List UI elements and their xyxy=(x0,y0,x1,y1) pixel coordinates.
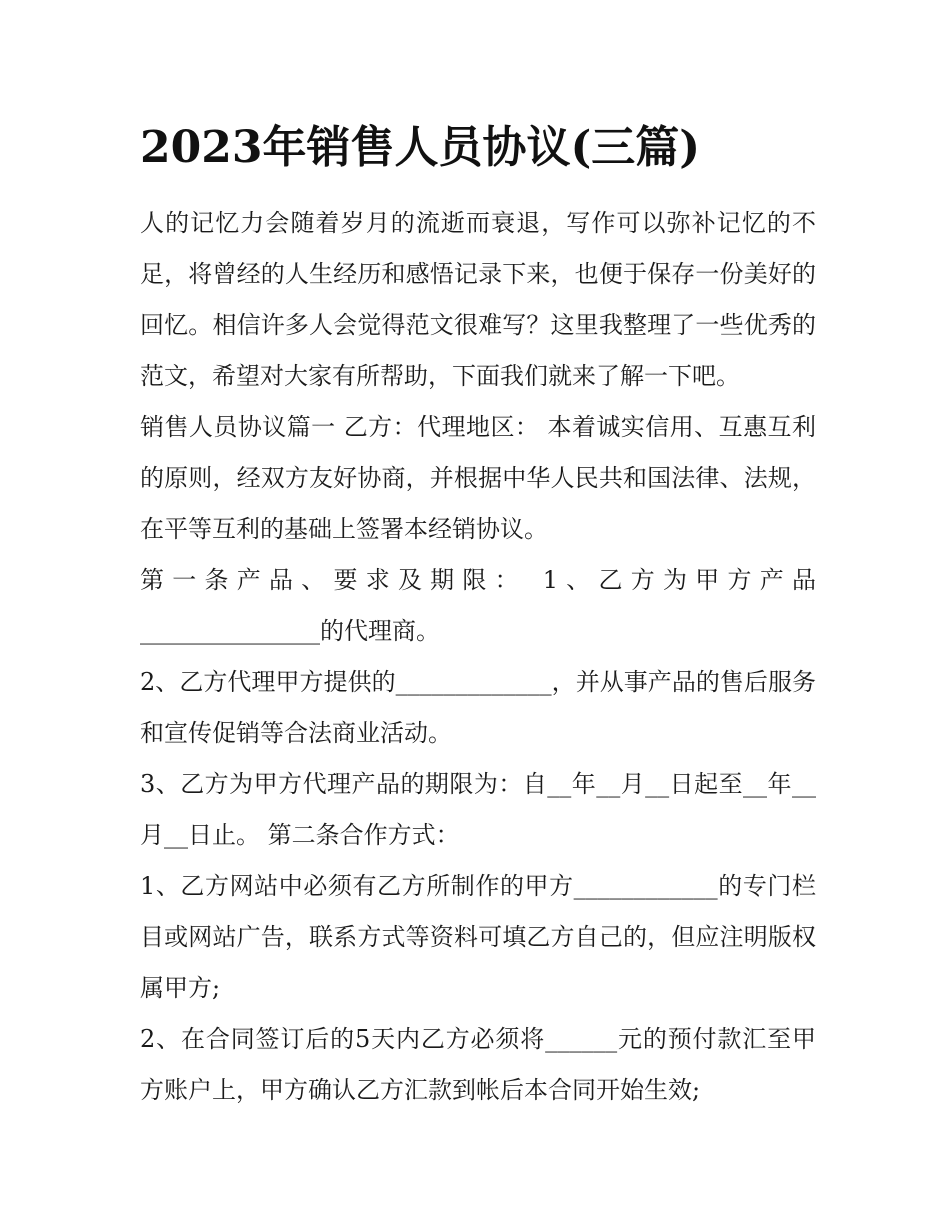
clause-1-item-3: 3、乙方为甲方代理产品的期限为：自__年__月__日起至__年__月__日止。 第二条合作方式： xyxy=(140,770,816,849)
document-body xyxy=(140,198,816,1116)
clause-2-item-2: 2、在合同签订后的5天内乙方必须将______元的预付款汇至甲方账户上，甲方确认乙方汇款到帐后本合同开始生效; xyxy=(140,1025,816,1104)
clause-2-item-1: 1、乙方网站中必须有乙方所制作的甲方____________的专门栏目或网站广告，联系方式等资料可填乙方自己的，但应注明版权属甲方; xyxy=(140,872,816,1002)
clause-1-item-2: 2、乙方代理甲方提供的_____________，并从事产品的售后服务和宣传促销等合法商业活动。 xyxy=(140,668,816,747)
document-title: 2023年销售人员协议(三篇) xyxy=(140,122,701,173)
intro-paragraph: 人的记忆力会随着岁月的流逝而衰退，写作可以弥补记忆的不足，将曾经的人生经历和感悟记录下来，也便于保存一份美好的回忆。相信许多人会觉得范文很难写？这里我整理了一些优秀的范文，希望对大家有所帮助，下面我们就来了解一下吧。 xyxy=(140,209,816,390)
agreement-preamble-paragraph: 销售人员协议篇一 乙方：代理地区： 本着诚实信用、互惠互利的原则，经双方友好协商，并根据中华人民共和国法律、法规，在平等互利的基础上签署本经销协议。 xyxy=(140,413,816,543)
clause-1-item-1: 第一条产品、要求及期限： 1、乙方为甲方产品_______________的代理商。 xyxy=(140,566,816,645)
